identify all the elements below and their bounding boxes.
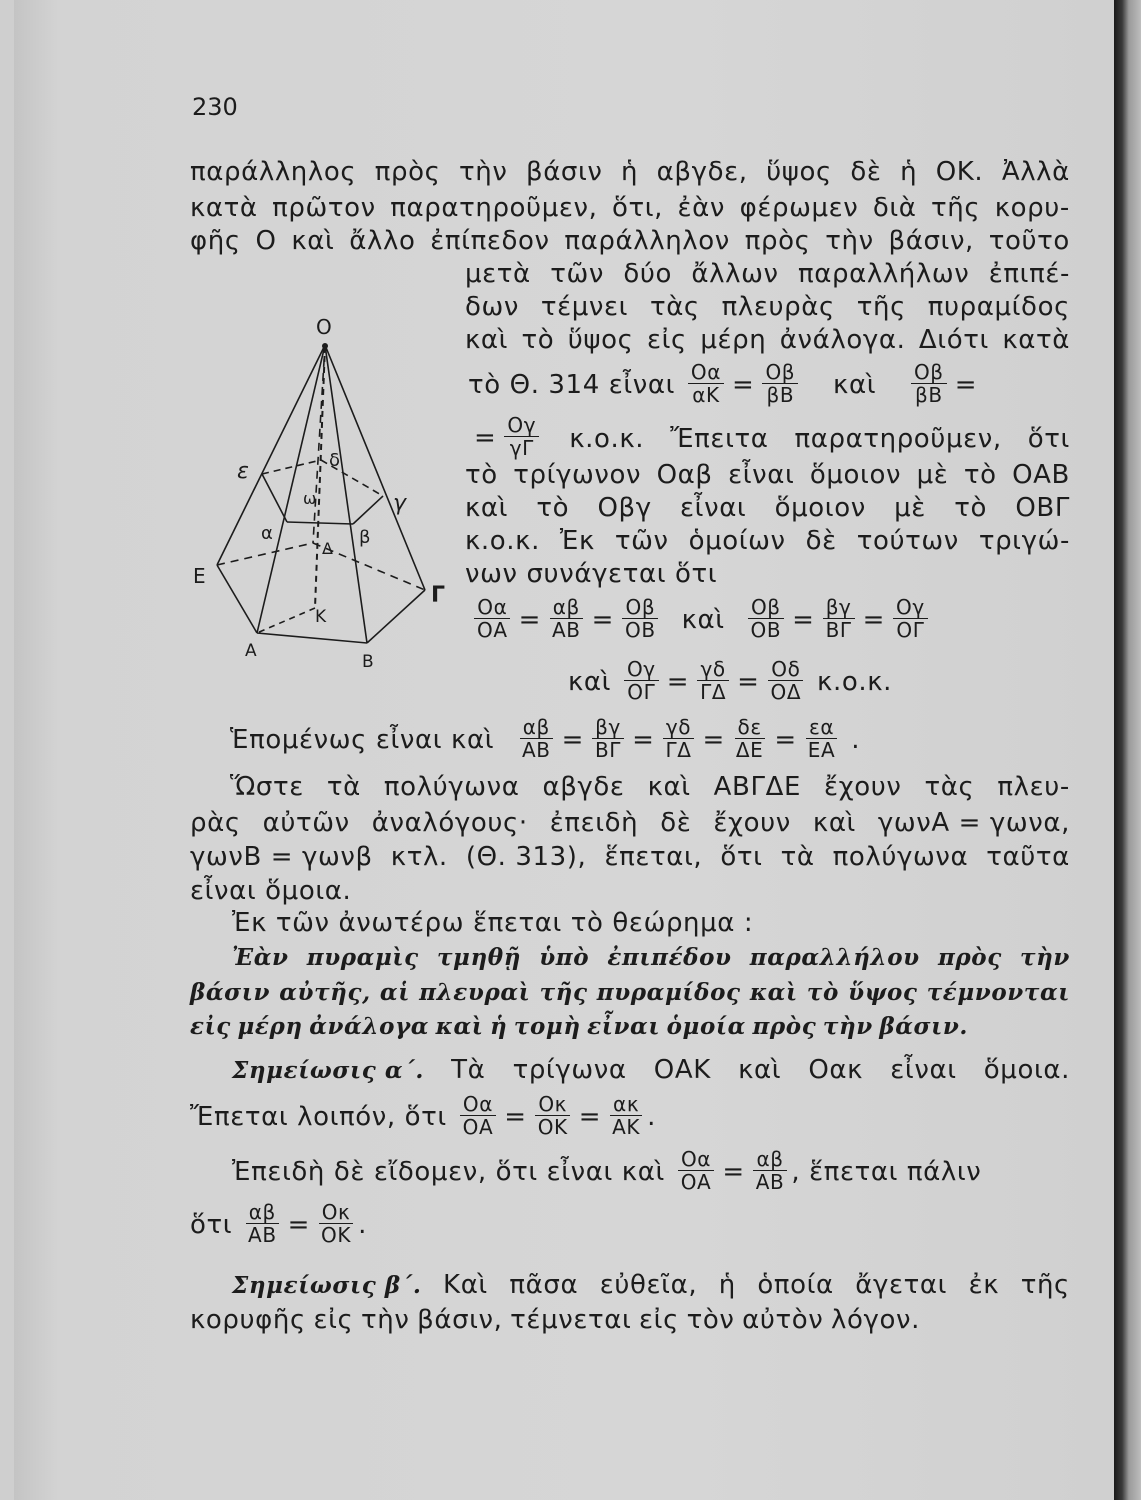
label-delta: δ bbox=[329, 450, 341, 471]
word: πυραμίδος bbox=[596, 979, 741, 1006]
base-edge bbox=[367, 590, 425, 643]
word: τὸ bbox=[465, 460, 498, 490]
word: μὲ bbox=[916, 460, 949, 490]
word: γωνΒ = γωνβ bbox=[190, 842, 373, 872]
section-hidden-edge bbox=[262, 460, 321, 474]
word: πρὸς bbox=[374, 157, 441, 187]
note-alpha-label: Σημείωσις α΄. bbox=[232, 1057, 424, 1084]
word: δων bbox=[465, 292, 520, 322]
word: εἶναι bbox=[587, 1013, 661, 1040]
word: πρῶτον bbox=[272, 193, 376, 223]
word: τὴν bbox=[1020, 944, 1070, 971]
equation-line-2: = $\frac{O\gamma}{\gamma\Gamma}$ κ.ο.κ. Ἔπειτα παρατηροῦμεν, ὅτι bbox=[474, 413, 1070, 460]
text-line-4 bbox=[465, 259, 1070, 289]
text-line-3 bbox=[190, 226, 1070, 256]
word: δὲ bbox=[805, 526, 837, 556]
word: Οαβ bbox=[656, 460, 713, 490]
section-edge bbox=[262, 474, 287, 522]
word: παραλλήλου bbox=[749, 944, 920, 971]
word: τῆς bbox=[539, 979, 588, 1006]
word: δὲ bbox=[660, 808, 692, 838]
word: καὶ bbox=[435, 1013, 484, 1040]
word: μὲ bbox=[894, 493, 926, 523]
word: τὸ bbox=[963, 460, 997, 490]
word: τομὴ bbox=[513, 1013, 581, 1040]
pyramid-figure bbox=[185, 310, 460, 690]
section-edge bbox=[287, 522, 353, 524]
word: καὶ bbox=[291, 226, 335, 256]
word: αὐτῶν bbox=[262, 808, 350, 838]
equation-line-3: $\frac{O\alpha}{OA}$ = $\frac{\alpha\beta}{AB}$ = $\frac{O\beta}{OB}$ καὶ $\frac{O\beta}{OB}$ = $\frac{\beta\gamma}{B\Gamma}$ = $\frac{O\gamma}{O\Gamma}$ bbox=[470, 598, 932, 643]
word: δὲ bbox=[850, 157, 882, 187]
word: αβγδε bbox=[542, 772, 625, 802]
word: τούτων bbox=[856, 526, 959, 556]
word: φῆς bbox=[190, 226, 241, 256]
word: παραλλήλων bbox=[798, 259, 970, 289]
word: ΟΚ. bbox=[935, 157, 984, 187]
note-alpha-line: Σημείωσις α΄. Τὰ τρίγωνα ΟΑΚ καὶ Οακ εἶναι ὅμοια. bbox=[232, 1055, 1070, 1085]
word: τῆς bbox=[931, 193, 981, 223]
word: πυραμίδος bbox=[927, 292, 1070, 322]
word: τριγώ- bbox=[978, 526, 1070, 556]
word: ΟΑΒ bbox=[1012, 460, 1070, 490]
text-line-20: Ἐκ τῶν ἀνωτέρω ἕπεται τὸ θεώρημα : bbox=[232, 908, 754, 938]
label-epsilon: ε bbox=[237, 459, 249, 484]
page-number: 230 bbox=[192, 93, 238, 121]
word: (Θ. 313), bbox=[465, 842, 587, 872]
word: καὶ bbox=[465, 493, 509, 523]
word: ἡ bbox=[490, 1013, 508, 1040]
word: τμηθῇ bbox=[436, 944, 522, 971]
word: διὰ bbox=[872, 193, 917, 223]
word: ἐπίπεδον bbox=[430, 226, 550, 256]
word: Ἐὰν bbox=[232, 944, 289, 971]
word: ἄλλο bbox=[349, 226, 416, 256]
word: λόγον. bbox=[830, 1305, 920, 1335]
word: ἄλλων bbox=[691, 259, 779, 289]
label-beta: β bbox=[359, 527, 371, 548]
word: εἶναι bbox=[680, 493, 747, 523]
fraction: $\frac{O\beta}{\beta B}$ bbox=[762, 361, 798, 406]
word: τῶν bbox=[614, 526, 669, 556]
base-hidden-edge bbox=[217, 543, 313, 565]
text-line-11 bbox=[465, 526, 1070, 556]
word: εἰς bbox=[313, 1305, 354, 1335]
word: καὶ bbox=[647, 772, 691, 802]
word: τὰ bbox=[326, 772, 361, 802]
equation-line-5: Ἑπομένως εἶναι καὶ $\frac{\alpha\beta}{AB}$ = $\frac{\beta\gamma}{B\Gamma}$ = $\frac{\gamma\delta}{\Gamma\Delta}$ = $\frac{\delta\varepsilon}{\Delta E}$ = $\frac{\varepsilon\alpha}{EA}$ . bbox=[230, 715, 861, 762]
word: καὶ bbox=[749, 979, 798, 1006]
word: κορυ- bbox=[994, 193, 1070, 223]
label-A: Α bbox=[245, 641, 257, 661]
word: μέρη bbox=[237, 1013, 303, 1040]
word: τέμνει bbox=[540, 292, 629, 322]
equation-line-6: Ἔπεται λοιπόν, ὅτι $\frac{O\alpha}{OA}$ = $\frac{O\kappa}{OK}$ = $\frac{\alpha\kappa}{AK}$ . bbox=[190, 1092, 657, 1139]
word: πρὸς bbox=[937, 944, 1002, 971]
word: καὶ bbox=[812, 808, 856, 838]
word: κατὰ bbox=[190, 193, 258, 223]
label-gamma: γ bbox=[393, 491, 407, 516]
word: Ἀλλὰ bbox=[1001, 157, 1070, 187]
word: τὴν bbox=[459, 157, 508, 187]
label-Delta: Δ bbox=[322, 539, 333, 558]
word: κτλ. bbox=[390, 842, 448, 872]
word: τὰς bbox=[649, 292, 700, 322]
word: ἡ bbox=[900, 157, 918, 187]
word: τοῦτο bbox=[988, 226, 1070, 256]
word: τὸ bbox=[806, 979, 839, 1006]
label-K: Κ bbox=[315, 607, 327, 627]
word: κορυφῆς bbox=[190, 1305, 306, 1335]
word: ἐπιπέ- bbox=[988, 259, 1070, 289]
word: εἰς bbox=[190, 1013, 231, 1040]
word: αὐτῆς, bbox=[279, 979, 371, 1006]
text-line-16 bbox=[230, 772, 1070, 802]
word: Οβγ bbox=[597, 493, 652, 523]
word: δύο bbox=[623, 259, 672, 289]
word: τὸ bbox=[954, 493, 988, 523]
apex-point bbox=[322, 343, 328, 349]
word: τὸν bbox=[686, 1305, 735, 1335]
word: βάσιν bbox=[190, 979, 271, 1006]
word: εἰς bbox=[646, 325, 687, 355]
book-spine-shadow bbox=[1114, 0, 1141, 1500]
word: τῆς bbox=[856, 292, 906, 322]
word: Διότι bbox=[918, 325, 989, 355]
equation-line-1: τὸ Θ. 314 εἶναι $\frac{O\alpha}{\alpha K}$ = $\frac{O\beta}{\beta B}$ καὶ $\frac{O\beta}{\beta B}$ = bbox=[468, 360, 978, 407]
word: ΟΒΓ bbox=[1015, 493, 1070, 523]
word: ἐπιπέδου bbox=[607, 944, 732, 971]
word: ὅτι bbox=[720, 842, 763, 872]
fraction: $\frac{O\gamma}{\gamma\Gamma}$ bbox=[504, 414, 539, 459]
equation-line-8: ὅτι $\frac{\alpha\beta}{AB}$ = $\frac{O\kappa}{OK}$ . bbox=[190, 1200, 367, 1247]
text-line-10 bbox=[465, 493, 1070, 523]
word: καὶ bbox=[465, 325, 509, 355]
word: πρὸς bbox=[744, 226, 811, 256]
word: βάσιν, bbox=[417, 1305, 503, 1335]
word: Ὥστε bbox=[230, 772, 304, 802]
word: ἔχουν bbox=[713, 808, 791, 838]
theorem-line-2 bbox=[190, 978, 1070, 1008]
label-apex: O bbox=[316, 315, 332, 339]
word: ὅμοιον bbox=[809, 460, 902, 490]
text-line-5 bbox=[465, 292, 1070, 322]
word: ΑΒΓΔΕ bbox=[713, 772, 801, 802]
fraction: $\frac{O\alpha}{\alpha K}$ bbox=[688, 361, 724, 406]
word: τὰ bbox=[780, 842, 815, 872]
word: τῶν bbox=[550, 259, 604, 289]
label-B: Β bbox=[362, 652, 374, 672]
word: ὁμοία bbox=[666, 1013, 746, 1040]
word: ὁμοίων bbox=[688, 526, 786, 556]
word: ὅμοιον bbox=[774, 493, 866, 523]
text-line-2 bbox=[190, 193, 1070, 223]
text-line-28 bbox=[190, 1305, 920, 1335]
word: τὸ bbox=[521, 325, 555, 355]
word: ἀνάλογα bbox=[309, 1013, 430, 1040]
word: ἐπειδὴ bbox=[549, 808, 639, 838]
theorem-line-1 bbox=[232, 943, 1070, 973]
word: τὰς bbox=[924, 772, 975, 802]
word: βάσιν, bbox=[888, 226, 974, 256]
note-beta-label: Σημείωσις β΄. bbox=[232, 1272, 422, 1299]
section-edge bbox=[353, 496, 383, 524]
base-edge bbox=[217, 565, 257, 633]
word: πλευραὶ bbox=[419, 979, 531, 1006]
word: τὴν bbox=[361, 1305, 410, 1335]
word: πρὸς bbox=[752, 1013, 817, 1040]
word: ὕψος bbox=[567, 325, 634, 355]
word: αὐτὸν bbox=[742, 1305, 824, 1335]
equation-line-7: Ἐπειδὴ δὲ εἴδομεν, ὅτι εἶναι καὶ $\frac{O\alpha}{OA}$ = $\frac{\alpha\beta}{AB}$ , ἕπεται πάλιν bbox=[232, 1147, 982, 1194]
word: βάσιν. bbox=[879, 1013, 968, 1040]
text-line-9 bbox=[465, 460, 1070, 490]
word: τέμνονται bbox=[926, 979, 1070, 1006]
word: ἡ bbox=[621, 157, 639, 187]
word: αἱ bbox=[379, 979, 410, 1006]
word: Ἐκ bbox=[559, 526, 595, 556]
word: ἔχουν bbox=[823, 772, 902, 802]
word: ὕψος bbox=[848, 979, 918, 1006]
word: τέμνεται bbox=[510, 1305, 632, 1335]
word: ἕπεται, bbox=[604, 842, 703, 872]
word: παράλληλος bbox=[190, 157, 357, 187]
word: φέρωμεν bbox=[739, 193, 859, 223]
word: ὕψος bbox=[766, 157, 832, 187]
word: γωνΑ = γωνα, bbox=[877, 808, 1070, 838]
word: τὸ bbox=[536, 493, 570, 523]
label-E: Ε bbox=[193, 564, 206, 588]
fraction: $\frac{O\beta}{\beta B}$ bbox=[911, 361, 947, 406]
word: πλευρὰς bbox=[721, 292, 835, 322]
text-line-12: νων συνάγεται ὅτι bbox=[465, 559, 718, 589]
word: κατὰ bbox=[1002, 325, 1070, 355]
word: κ.ο.κ. bbox=[465, 526, 540, 556]
text-line-19: εἶναι ὅμοια. bbox=[190, 876, 352, 906]
text-line-17 bbox=[190, 808, 1070, 838]
word: παρατηροῦμεν, bbox=[390, 193, 598, 223]
word: βάσιν bbox=[526, 157, 603, 187]
word: ἐὰν bbox=[677, 193, 726, 223]
word: ἀναλόγους· bbox=[371, 808, 528, 838]
word: τρίγωνον bbox=[513, 460, 642, 490]
lateral-edge bbox=[325, 345, 367, 643]
word: Ο bbox=[255, 226, 277, 256]
label-omega: ω bbox=[303, 489, 317, 508]
hidden-segment bbox=[257, 608, 315, 633]
label-Gamma: Γ bbox=[431, 583, 446, 608]
base-edge bbox=[257, 633, 367, 643]
word: ὑπὸ bbox=[539, 944, 590, 971]
word: μετὰ bbox=[465, 259, 531, 289]
equation-line-4: καὶ $\frac{O\gamma}{O\Gamma}$ = $\frac{\gamma\delta}{\Gamma\Delta}$ = $\frac{O\delta}{O\Delta}$ κ.ο.κ. bbox=[568, 657, 892, 704]
word: πλευ- bbox=[997, 772, 1070, 802]
word: εἶναι bbox=[728, 460, 795, 490]
word: εἰς bbox=[639, 1305, 679, 1335]
note-beta-line: Σημείωσις β΄. Καὶ πᾶσα εὐθεῖα, ἡ ὁποία ἄγεται ἐκ τῆς bbox=[232, 1270, 1070, 1300]
word: τὴν bbox=[822, 1013, 873, 1040]
word: ὅτι, bbox=[612, 193, 664, 223]
word: ἀνάλογα. bbox=[779, 325, 906, 355]
text-line-1 bbox=[190, 157, 1070, 187]
word: πολύγωνα bbox=[383, 772, 520, 802]
word: αβγδε, bbox=[656, 157, 748, 187]
text-line-6 bbox=[465, 325, 1070, 355]
word: ταῦτα bbox=[986, 842, 1070, 872]
word: παράλληλον bbox=[564, 226, 730, 256]
word: ρὰς bbox=[190, 808, 241, 838]
theorem-line-3 bbox=[190, 1012, 968, 1042]
word: τὴν bbox=[825, 226, 874, 256]
word: μέρη bbox=[700, 325, 767, 355]
word: πολύγωνα bbox=[832, 842, 969, 872]
text-line-18 bbox=[190, 842, 1070, 872]
label-alpha: α bbox=[261, 523, 273, 544]
word: πυραμὶς bbox=[306, 944, 419, 971]
